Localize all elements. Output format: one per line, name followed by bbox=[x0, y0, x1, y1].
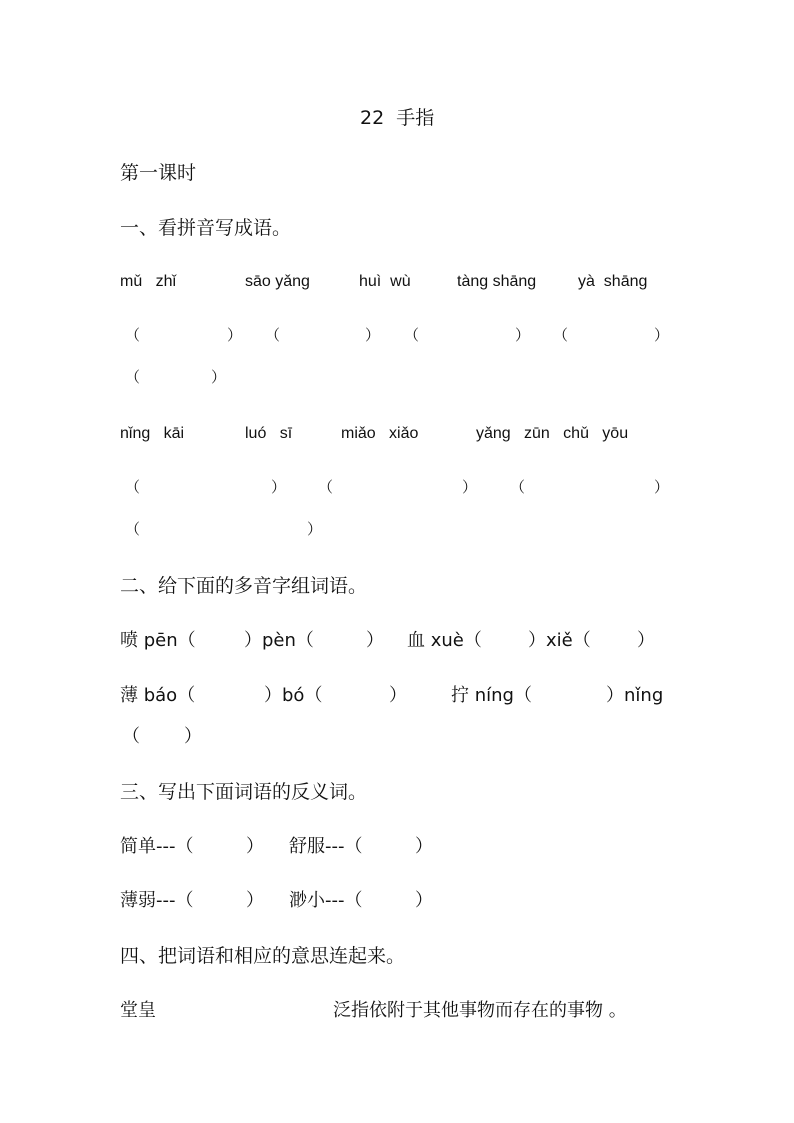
pinyin-item: yǎng zūn chǔ yōu bbox=[476, 425, 629, 442]
open-paren: （ bbox=[265, 326, 281, 344]
section-3-heading: 三、写出下面词语的反义词。 bbox=[120, 781, 368, 803]
polyphone-pen: ） bbox=[366, 630, 384, 651]
section-2-heading: 二、给下面的多音字组词语。 bbox=[120, 575, 368, 597]
open-paren: （ bbox=[125, 520, 141, 538]
polyphone-bao: 薄 báo（ bbox=[120, 685, 196, 706]
open-paren: （ bbox=[125, 478, 141, 496]
section-4-heading: 四、把词语和相应的意思连起来。 bbox=[120, 945, 406, 967]
close-paren: ） bbox=[515, 326, 531, 344]
lesson-label: 第一课时 bbox=[120, 162, 197, 184]
open-paren: （ bbox=[318, 478, 334, 496]
polyphone-ning: ） bbox=[184, 726, 202, 747]
pinyin-item: sāo yǎng bbox=[245, 273, 310, 290]
match-word: 堂皇 bbox=[120, 1000, 156, 1021]
pinyin-item: miǎo xiǎo bbox=[341, 425, 419, 442]
open-paren: （ bbox=[125, 326, 141, 344]
close-paren: ） bbox=[271, 478, 287, 496]
pinyin-item: huì wù bbox=[359, 273, 411, 290]
open-paren: （ bbox=[553, 326, 569, 344]
antonym-item: 舒服---（ bbox=[289, 836, 363, 857]
polyphone-bao: ）bó（ bbox=[264, 685, 323, 706]
open-paren: （ bbox=[125, 368, 141, 386]
antonym-item: ） bbox=[246, 890, 264, 911]
match-meaning: 泛指依附于其他事物而存在的事物 。 bbox=[333, 1000, 627, 1021]
polyphone-bao: ） bbox=[389, 685, 407, 706]
pinyin-item: tàng shāng bbox=[457, 273, 537, 290]
polyphone-ning: 拧 níng（ bbox=[451, 685, 532, 706]
polyphone-xue: ）xiě（ bbox=[528, 630, 591, 651]
close-paren: ） bbox=[211, 368, 227, 386]
close-paren: ） bbox=[365, 326, 381, 344]
pinyin-item: yà shāng bbox=[578, 273, 648, 290]
pinyin-item: luó sī bbox=[245, 425, 293, 442]
open-paren: （ bbox=[510, 478, 526, 496]
pinyin-item: mǔ zhǐ bbox=[120, 273, 177, 290]
close-paren: ） bbox=[654, 326, 670, 344]
polyphone-ning: ）nǐng bbox=[606, 685, 664, 706]
polyphone-xue: 血 xuè（ bbox=[407, 630, 482, 651]
close-paren: ） bbox=[307, 520, 323, 538]
antonym-item: ） bbox=[415, 836, 433, 857]
polyphone-xue: ） bbox=[637, 630, 655, 651]
antonym-item: 渺小---（ bbox=[289, 890, 363, 911]
close-paren: ） bbox=[227, 326, 243, 344]
antonym-item: ） bbox=[246, 836, 264, 857]
page-title: 22 手指 bbox=[360, 107, 435, 129]
open-paren: （ bbox=[404, 326, 420, 344]
polyphone-pen: ）pèn（ bbox=[244, 630, 314, 651]
polyphone-ning: （ bbox=[122, 726, 140, 747]
antonym-item: 薄弱---（ bbox=[120, 890, 194, 911]
section-1-heading: 一、看拼音写成语。 bbox=[120, 217, 292, 239]
close-paren: ） bbox=[654, 478, 670, 496]
pinyin-item: nǐng kāi bbox=[120, 425, 185, 442]
antonym-item: 简单---（ bbox=[120, 836, 194, 857]
close-paren: ） bbox=[462, 478, 478, 496]
antonym-item: ） bbox=[415, 890, 433, 911]
polyphone-pen: 喷 pēn（ bbox=[120, 630, 196, 651]
